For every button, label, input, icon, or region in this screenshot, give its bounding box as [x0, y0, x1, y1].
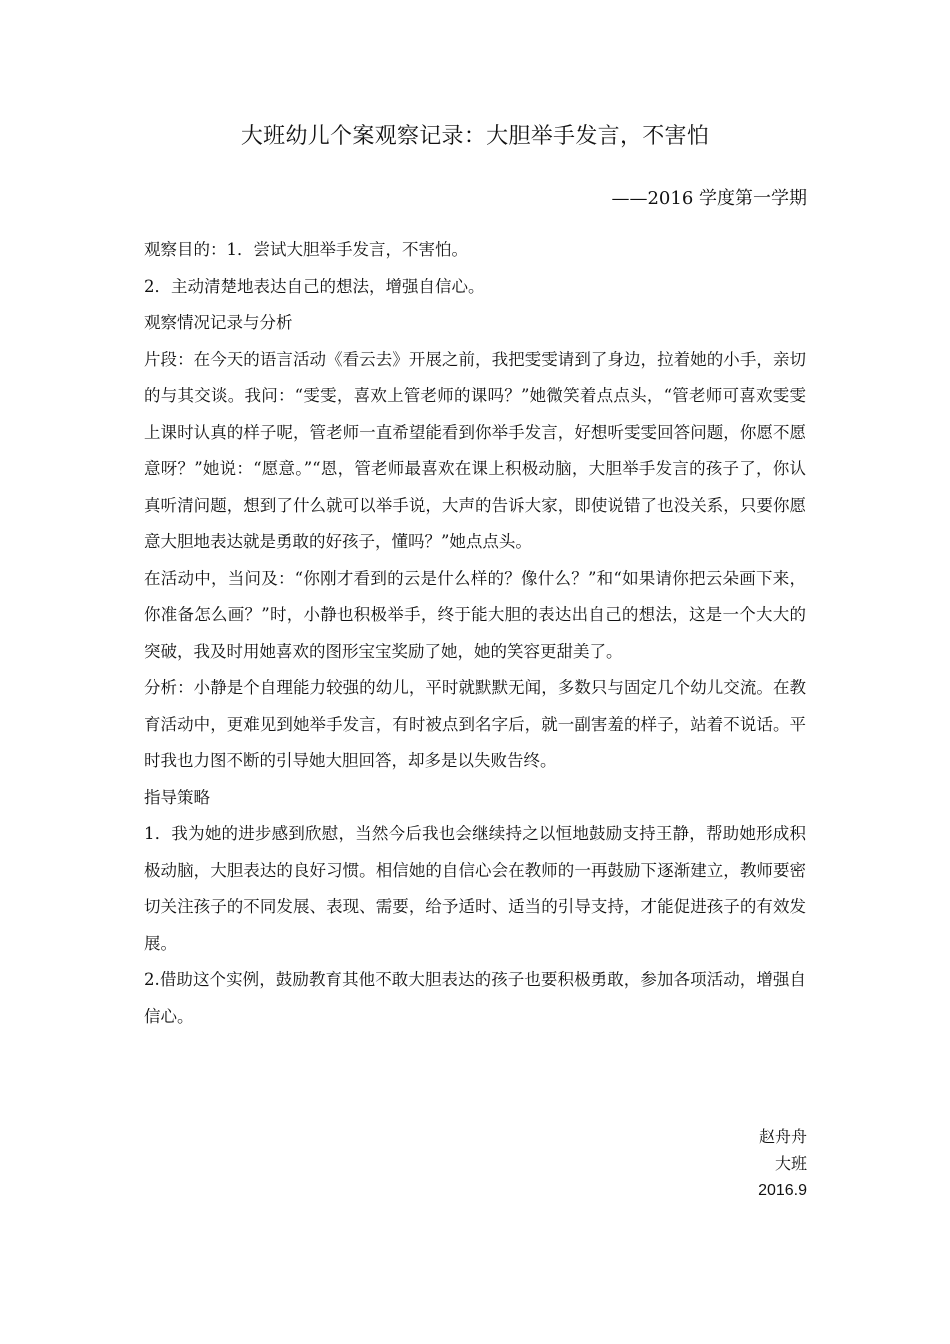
observation-goal-2: 2．主动清楚地表达自己的想法，增强自信心。 — [144, 276, 485, 296]
record-fragment-paragraph: 片段：在今天的语言活动《看云去》开展之前，我把雯雯请到了身边，拉着她的小手，亲切的与其交谈。我问：“雯雯，喜欢上管老师的课吗？”她微笑着点点头，“管老师可喜欢雯雯上课时认真的样子呢，管老师一直希望能看到你举手发言，好想听雯雯回答问题，你愿不愿意呀？”她说：“愿意。”“恩，管老师最喜欢在课上积极动脑，大胆举手发言的孩子了，你认真听清问题，想到了什么就可以举手说，大声的告诉大家，即使说错了也没关系，只要你愿意大胆地表达就是勇敢的好孩子，懂吗？”她点点头。 — [144, 349, 806, 551]
signature-date: 2016.9 — [758, 1182, 807, 1199]
document-subtitle: ——2016 学度第一学期 — [611, 188, 807, 209]
document-body — [144, 232, 806, 1035]
document-title: 大班幼儿个案观察记录：大胆举手发言，不害怕 — [240, 124, 710, 149]
record-activity-paragraph: 在活动中，当问及：“你刚才看到的云是什么样的？像什么？”和“如果请你把云朵画下来，你准备怎么画？”时，小静也积极举手，终于能大胆的表达出自己的想法，这是一个大大的突破，我及时用她喜欢的图形宝宝奖励了她，她的笑容更甜美了。 — [144, 568, 806, 661]
section-heading-record: 观察情况记录与分析 — [144, 313, 293, 332]
observation-goal-1: 观察目的：1．尝试大胆举手发言，不害怕。 — [144, 240, 468, 259]
strategy-item-1: 1．我为她的进步感到欣慰，当然今后我也会继续持之以恒地鼓励支持王静，帮助她形成积极动脑，大胆表达的良好习惯。相信她的自信心会在教师的一再鼓励下逐渐建立，教师要密切关注孩子的不同发展、表现、需要，给予适时、适当的引导支持，才能促进孩子的有效发展。 — [144, 824, 806, 953]
class-name: 大班 — [774, 1154, 807, 1173]
strategy-item-2: 2.借助这个实例，鼓励教育其他不敢大胆表达的孩子也要积极勇敢，参加各项活动，增强自信心。 — [144, 970, 806, 1026]
section-heading-strategy: 指导策略 — [144, 787, 210, 807]
author-name: 赵舟舟 — [758, 1127, 807, 1146]
signature-block — [758, 1123, 807, 1204]
analysis-paragraph: 分析：小静是个自理能力较强的幼儿，平时就默默无闻，多数只与固定几个幼儿交流。在教育活动中，更难见到她举手发言，有时被点到名字后，就一副害羞的样子，站着不说话。平时我也力图不断的引导她大胆回答，却多是以失败告终。 — [144, 678, 806, 770]
